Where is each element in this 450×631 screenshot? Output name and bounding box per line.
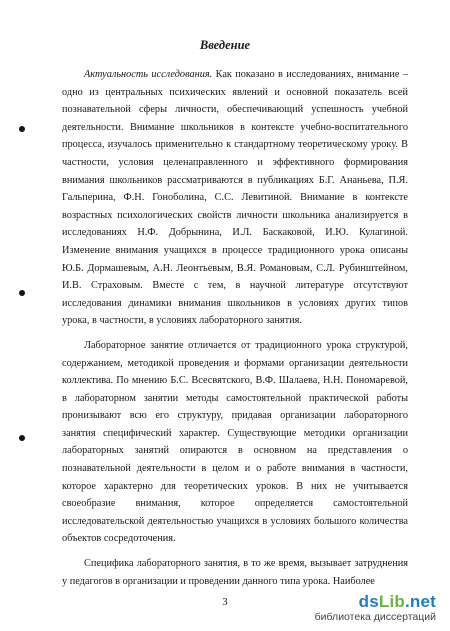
paragraph-text: Лабораторное занятие отличается от традиционного урока структурой, содержанием, методикой проведения и формами организации деятельности коллектива. По мнению Б.С. Всесвятского, В.Ф. Шалаева, Н.Н. Пономаревой, в лабораторном занятии методы самостоятельной практической работы пронизывают всю его структуру, придавая организации лабораторного занятия специфический характер. Существующие методики организации лабораторных занятий опираются в основном на представления о познавательной деятельности в целом и о работе внимания в частности, которое характерно для теоретических уроков. В них не учитывается своеобразие внимания, которое определяется самостоятельной исследовательской деятельностью учащихся в условиях большого количества объектов сосредоточения.: [62, 339, 408, 545]
paragraph: [62, 66, 408, 330]
paragraph-text: Специфика лабораторного занятия, в то же время, вызывает затруднения у педагогов в организации и проведении данного типа урока. Наиболее: [62, 558, 408, 587]
paragraph-text: Как показано в исследованиях, внимание – одно из центральных психических явлений и основной показатель всей познавательной сферы личности, обеспечивающий успешность учебной деятельности. Внимание школьников в контексте учебно-воспитательного процесса, изучалось применительно к стандартному теоретическому уроку. В частности, условия целенаправленного и эффективного формирования внимания школьников рассматриваются в публикациях Б.Г. Ананьева, П.Я. Гальперина, Ф.Н. Гоноболина, С.С. Левитиной. Внимание в контексте возрастных психологических свойств личности школьника анализируется в исследованиях Н.Ф. Добрынина, И.Л. Баскаковой, И.Ю. Кулагиной. Изменение внимания учащихся в процессе традиционного урока описаны Ю.Б. Дормашевым, А.Н. Леонтьевым, В.Я. Романовым, С.Л. Рубинштейном, И.В. Страховым. Вместе с тем, в научной литературе отсутствуют исследования динамики внимания школьников в условиях других типов урока, в частности, в условиях лабораторного занятия.: [62, 69, 408, 327]
site-watermark[interactable]: [309, 591, 440, 625]
paragraph-lead: Актуальность исследования.: [84, 69, 213, 80]
site-logo: dsLib.net: [358, 592, 436, 611]
site-subtitle: библиотека диссертаций: [314, 611, 436, 623]
body-text: [62, 66, 408, 590]
binder-hole: [19, 435, 25, 441]
binder-hole: [19, 290, 25, 296]
paragraph: [62, 555, 408, 590]
page-number: 3: [222, 597, 228, 608]
paragraph: [62, 337, 408, 548]
binder-hole: [19, 126, 25, 132]
page-title: Введение: [199, 38, 251, 52]
